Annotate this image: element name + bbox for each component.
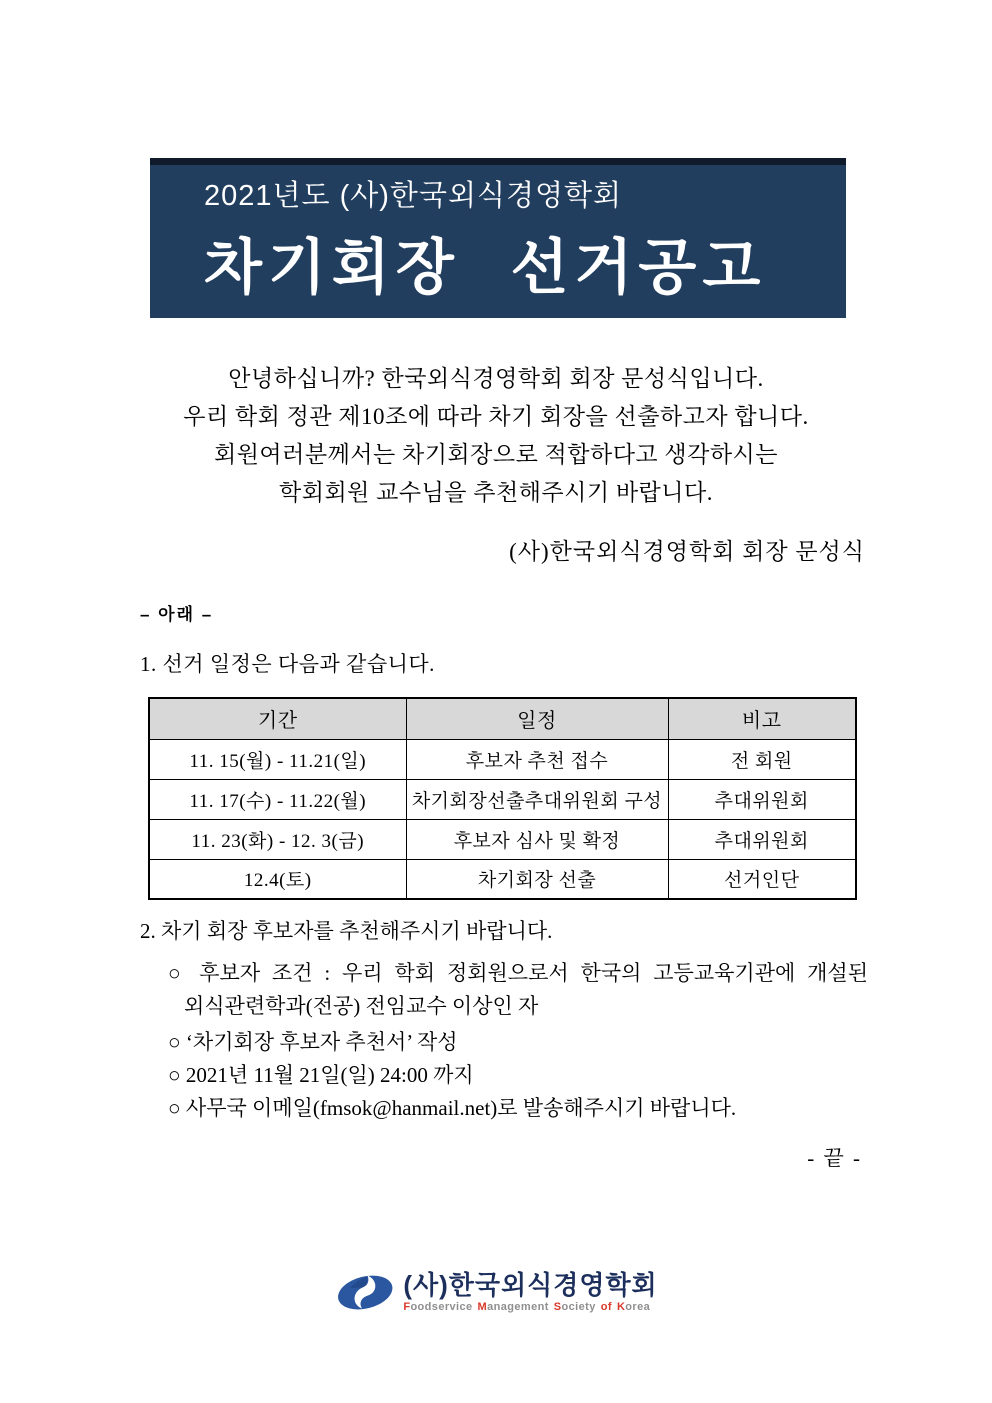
signature-line: (사)한국외식경영학회 회장 문성식 [509, 539, 865, 564]
cell-period: 11. 23(화) - 12. 3(금) [149, 819, 406, 859]
greeting-line: 학회회원 교수님을 추천해주시기 바랍니다. [279, 480, 713, 505]
bullet-recommendation-form: ○ ‘차기회장 후보자 추천서’ 작성 [168, 1030, 458, 1054]
cell-schedule: 차기회장 선출 [406, 859, 668, 899]
recommendation-heading: 2. 차기 회장 후보자를 추천해주시기 바랍니다. [140, 919, 553, 943]
below-marker: – 아래 – [140, 605, 214, 624]
table-row [149, 859, 856, 899]
title-banner [150, 158, 846, 318]
bullet-candidate-condition-wrap: 외식관련학과(전공) 전임교수 이상인 자 [184, 994, 539, 1018]
col-header-period: 기간 [149, 698, 406, 739]
cell-period: 12.4(토) [149, 859, 406, 899]
recommendation-section [140, 915, 868, 1125]
logo-swirl-icon [334, 1266, 398, 1318]
bullet-candidate-condition: ○ 후보자 조건 : 우리 학회 정회원으로서 한국의 고등교육기관에 개설된 [168, 961, 868, 985]
bullet-email: ○ 사무국 이메일(fmsok@hanmail.net)로 발송해주시기 바랍니다. [168, 1096, 737, 1120]
bullet-deadline: ○ 2021년 11월 21일(일) 24:00 까지 [168, 1063, 474, 1087]
greeting-line: 안녕하십니까? 한국외식경영학회 회장 문성식입니다. [228, 366, 764, 391]
cell-note: 선거인단 [668, 859, 856, 899]
greeting-line: 회원여러분께서는 차기회장으로 적합하다고 생각하시는 [214, 442, 778, 467]
end-marker: - 끝 - [807, 1146, 862, 1170]
cell-schedule: 후보자 추천 접수 [406, 739, 668, 779]
col-header-note: 비고 [668, 698, 856, 739]
table-row [149, 819, 856, 859]
table-row [149, 779, 856, 819]
cell-schedule: 차기회장선출추대위원회 구성 [406, 779, 668, 819]
greeting-paragraph [0, 360, 992, 512]
logo-tagline: Foodservice Management Society of Korea [403, 1301, 651, 1313]
table-header-row [149, 698, 856, 739]
schedule-table [148, 697, 857, 900]
cell-period: 11. 15(월) - 11.21(일) [149, 739, 406, 779]
table-row [149, 739, 856, 779]
cell-note: 전 회원 [668, 739, 856, 779]
banner-subtitle: 2021년도 (사)한국외식경영학회 [204, 180, 623, 212]
cell-note: 추대위원회 [668, 779, 856, 819]
greeting-line: 우리 학회 정관 제10조에 따라 차기 회장을 선출하고자 합니다. [183, 404, 809, 429]
col-header-schedule: 일정 [406, 698, 668, 739]
cell-period: 11. 17(수) - 11.22(월) [149, 779, 406, 819]
logo-name: (사)한국외식경영학회 [403, 1270, 658, 1300]
organization-logo [334, 1266, 657, 1318]
logo-text-block [403, 1271, 657, 1313]
cell-schedule: 후보자 심사 및 확정 [406, 819, 668, 859]
schedule-heading: 1. 선거 일정은 다음과 같습니다. [140, 652, 435, 676]
cell-note: 추대위원회 [668, 819, 856, 859]
banner-title: 차기회장 선거공고 [204, 234, 767, 301]
